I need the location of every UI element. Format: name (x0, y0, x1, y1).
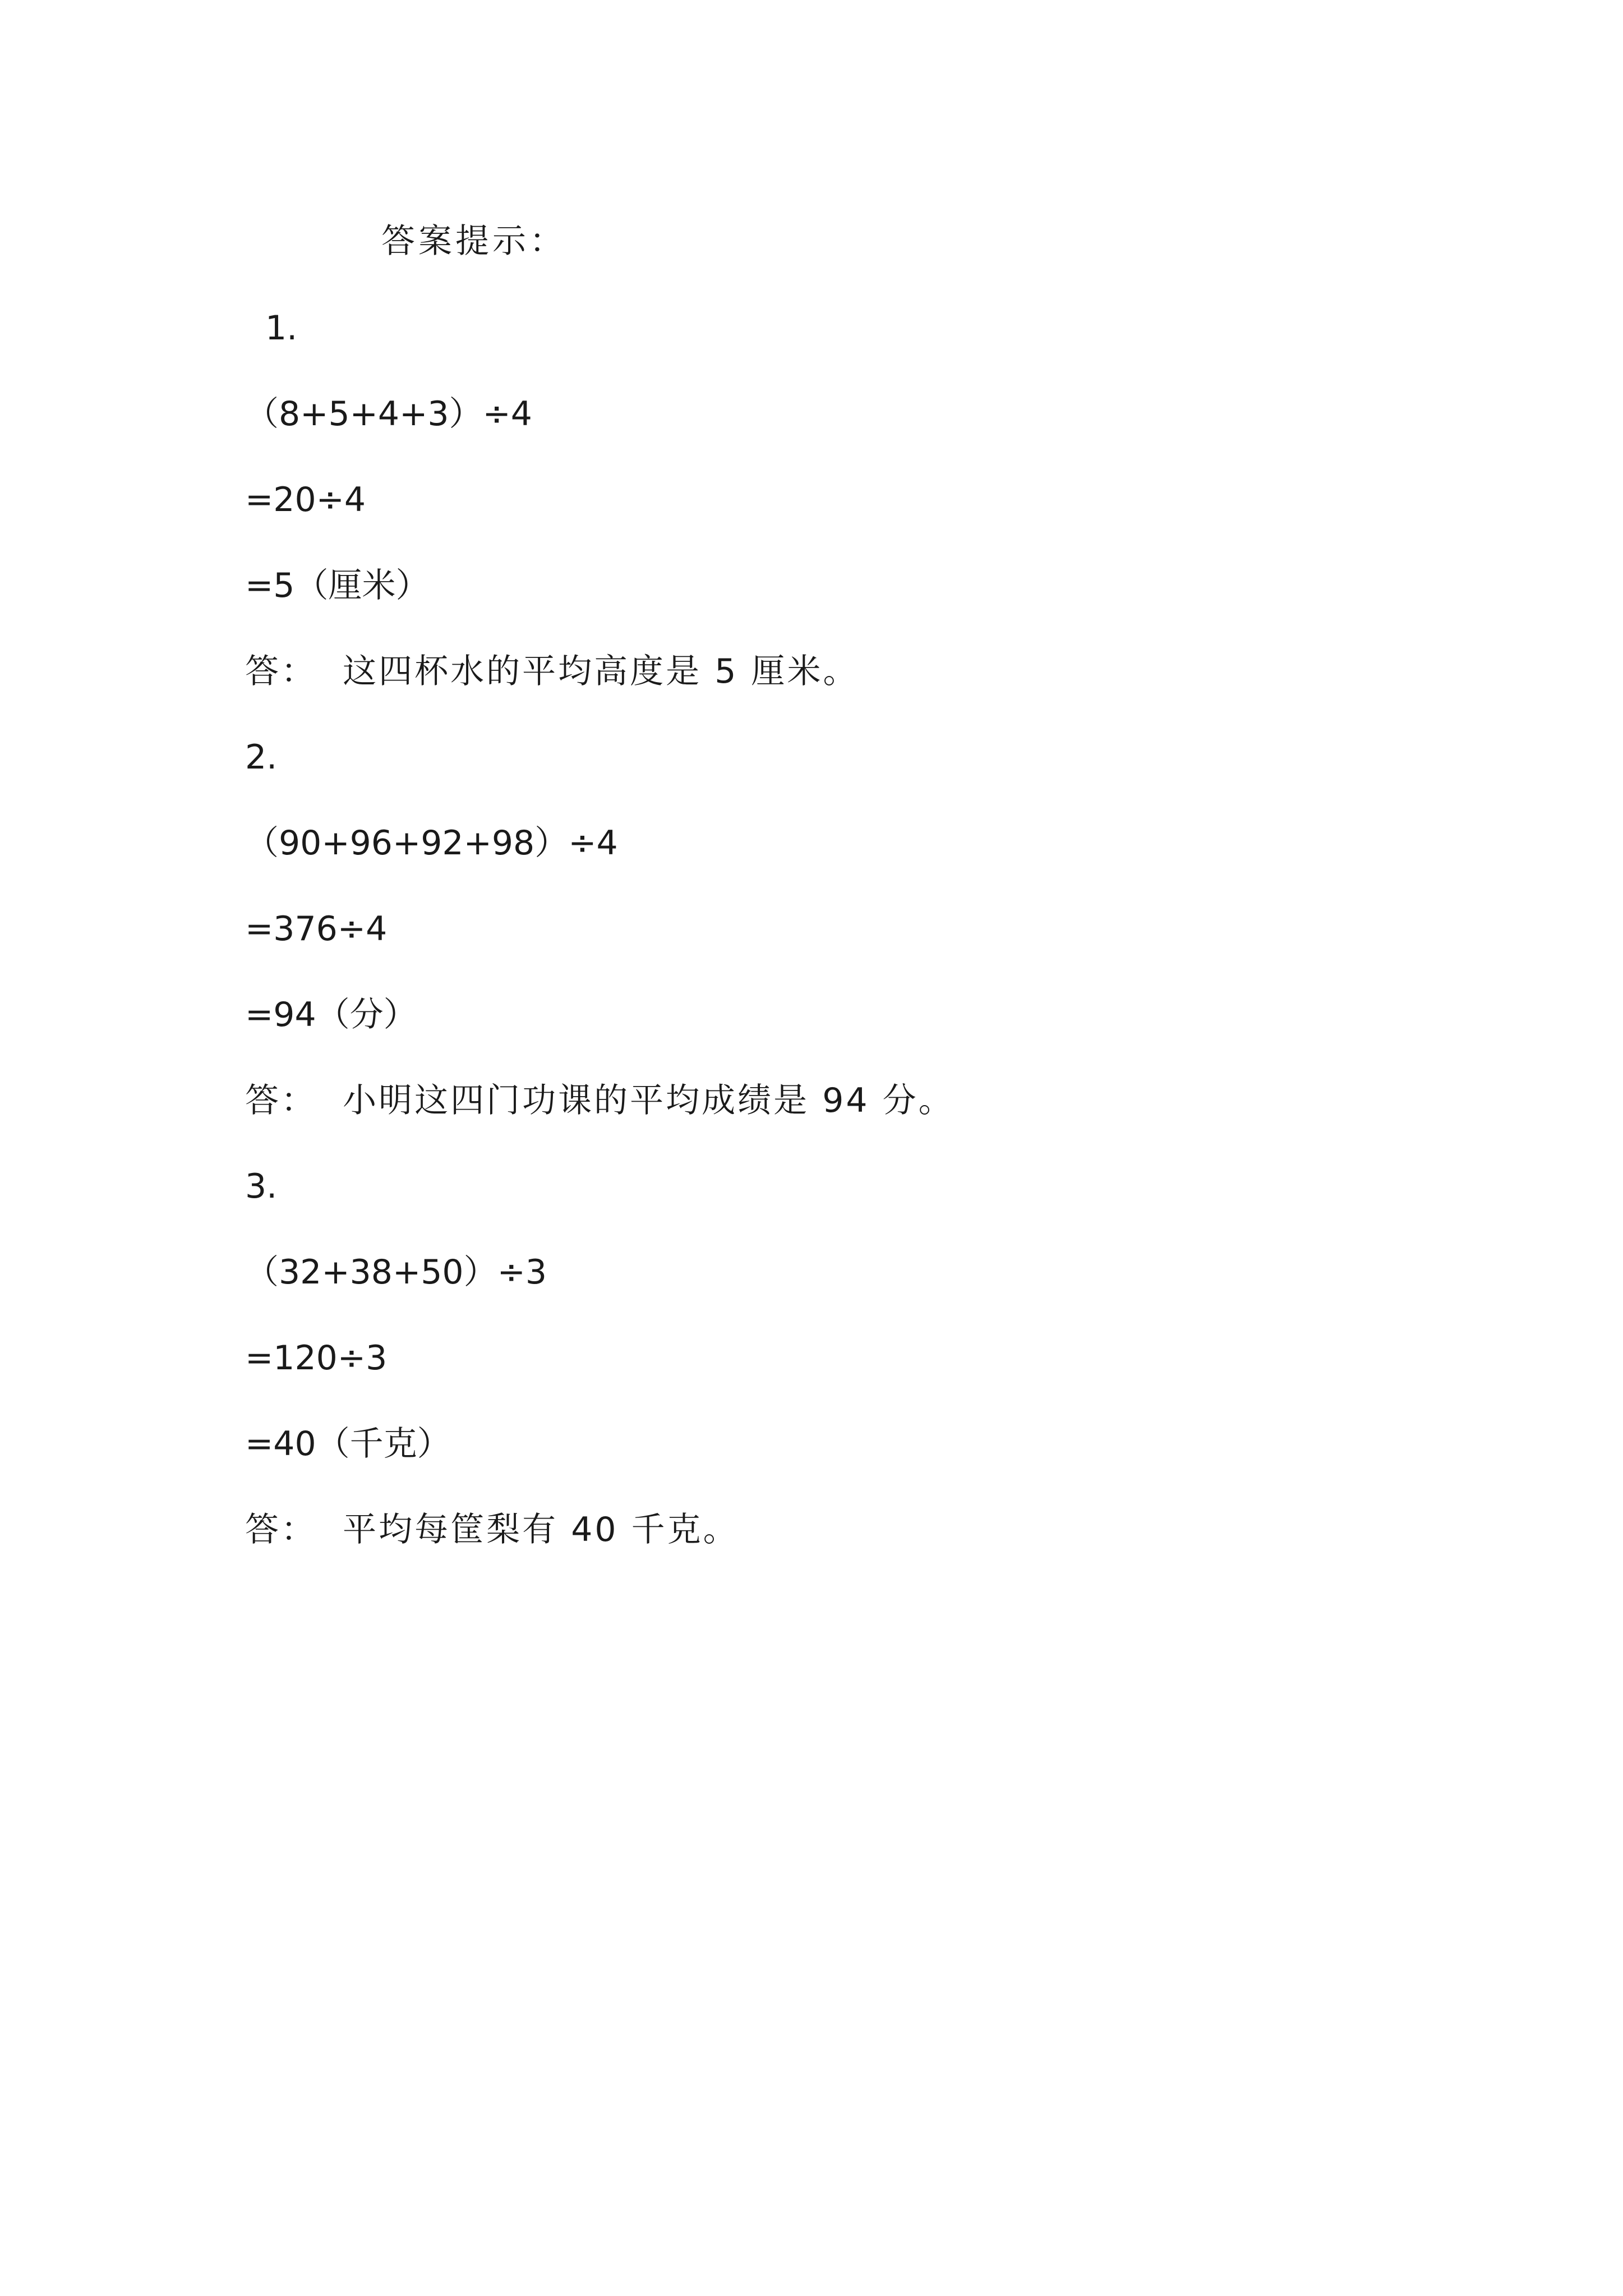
problem-2-number: 2. (245, 738, 278, 777)
problem-1-step-1: （8+5+4+3）÷4 (245, 394, 532, 434)
problem-3-number: 3. (245, 1167, 278, 1206)
problem-2-step-1: （90+96+92+98）÷4 (245, 823, 618, 863)
problem-1-step-3: =5（厘米） (245, 566, 430, 605)
problem-1-answer: 答： 这四杯水的平均高度是 5 厘米。 (245, 652, 859, 691)
problem-3-step-2: =120÷3 (245, 1338, 388, 1378)
problem-1-number: 1. (265, 309, 298, 348)
problem-3-step-1: （32+38+50）÷3 (245, 1253, 547, 1292)
problem-1-step-2: =20÷4 (245, 480, 366, 519)
problem-2-step-2: =376÷4 (245, 909, 388, 949)
problem-3-step-3: =40（千克） (245, 1424, 451, 1464)
problem-2-answer: 答： 小明这四门功课的平均成绩是 94 分。 (245, 1081, 955, 1120)
problem-2-step-3: =94（分） (245, 995, 417, 1034)
page-title: 答案提示： (381, 222, 566, 261)
problem-3-answer: 答： 平均每筐梨有 40 千克。 (245, 1510, 739, 1549)
